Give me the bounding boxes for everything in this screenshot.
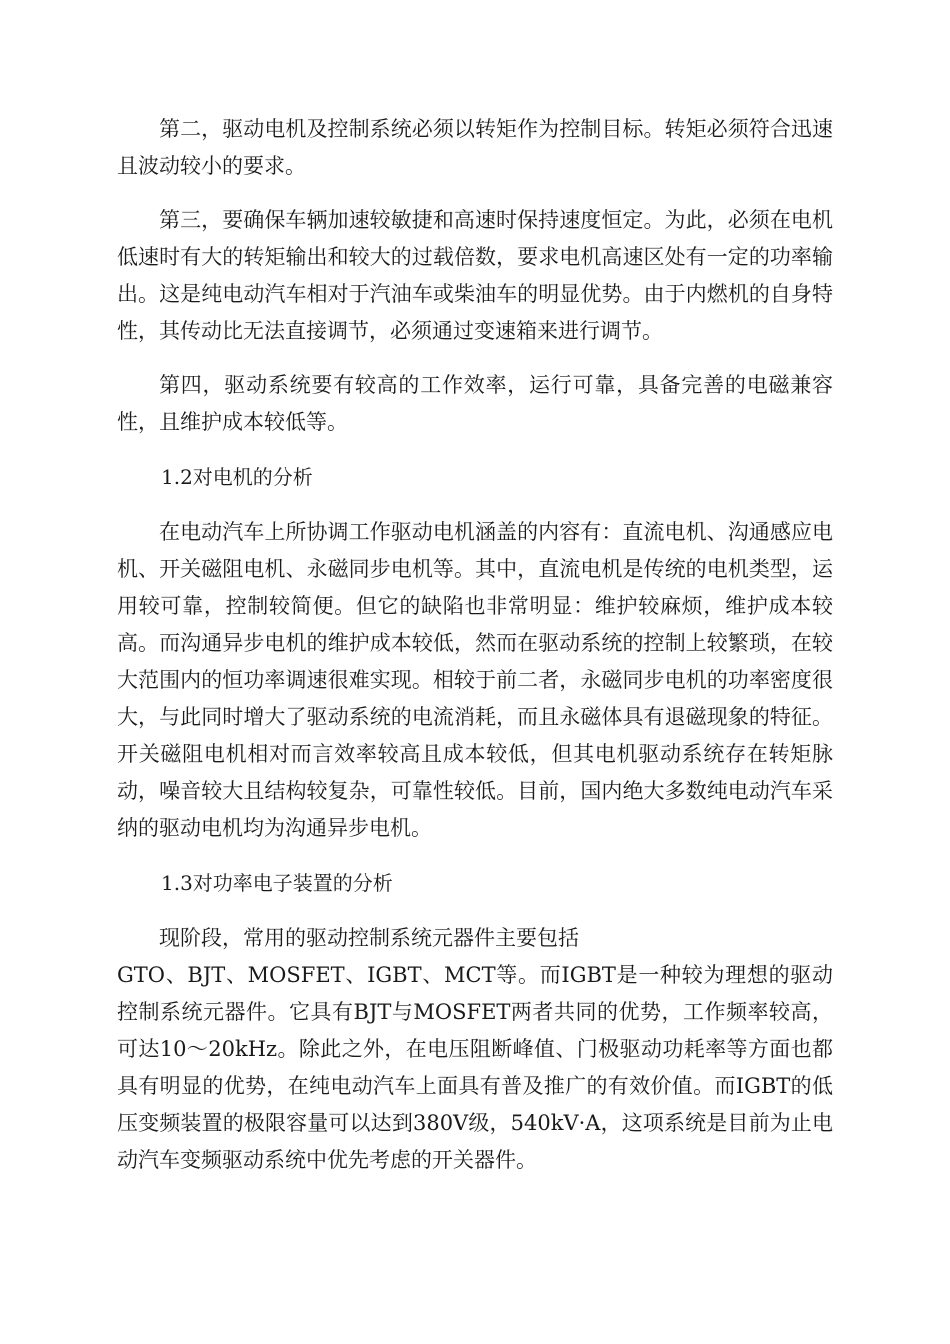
paragraph-power-electronics-body: GTO、BJT、MOSFET、IGBT、MCT等。而IGBT是一种较为理想的驱动控制系统元器件。它具有BJT与MOSFET两者共同的优势，工作频率较高，可达10～20kHz。除此之外，在电压阻断峰值、门极驱动功耗率等方面也都具有明显的优势，在纯电动汽车上面具有普及推广的有效价值。而IGBT的低压变频装置的极限容量可以达到380V级，540kV·A，这项系统是目前为止电动汽车变频驱动系统中优先考虑的开关器件。 xyxy=(117,963,833,1172)
paragraph-power-electronics-intro: 现阶段，常用的驱动控制系统元器件主要包括 xyxy=(159,926,579,950)
section-heading-1-2: 1.2对电机的分析 xyxy=(161,465,313,489)
section-heading-1-3: 1.3对功率电子装置的分析 xyxy=(161,871,393,895)
paragraph-motor-analysis: 在电动汽车上所协调工作驱动电机涵盖的内容有：直流电机、沟通感应电机、开关磁阻电机、永磁同步电机等。其中，直流电机是传统的电机类型，运用较可靠，控制较简便。但它的缺陷也非常明显：维护较麻烦，维护成本较高。而沟通异步电机的维护成本较低，然而在驱动系统的控制上较繁琐，在较大范围内的恒功率调速很难实现。相较于前二者，永磁同步电机的功率密度很大，与此同时增大了驱动系统的电流消耗，而且永磁体具有退磁现象的特征。开关磁阻电机相对而言效率较高且成本较低，但其电机驱动系统存在转矩脉动，噪音较大且结构较复杂，可靠性较低。目前，国内绝大多数纯电动汽车采纳的驱动电机均为沟通异步电机。 xyxy=(117,520,833,840)
paragraph-fourth-requirement: 第四，驱动系统要有较高的工作效率，运行可靠，具备完善的电磁兼容性，且维护成本较低等。 xyxy=(117,373,833,434)
paragraph-second-requirement: 第二，驱动电机及控制系统必须以转矩作为控制目标。转矩必须符合迅速且波动较小的要求。 xyxy=(117,117,833,178)
paragraph-third-requirement: 第三，要确保车辆加速较敏捷和高速时保持速度恒定。为此，必须在电机低速时有大的转矩输出和较大的过载倍数，要求电机高速区处有一定的功率输出。这是纯电动汽车相对于汽油车或柴油车的明显优势。由于内燃机的自身特性，其传动比无法直接调节，必须通过变速箱来进行调节。 xyxy=(117,208,833,343)
document-page xyxy=(117,111,833,1179)
